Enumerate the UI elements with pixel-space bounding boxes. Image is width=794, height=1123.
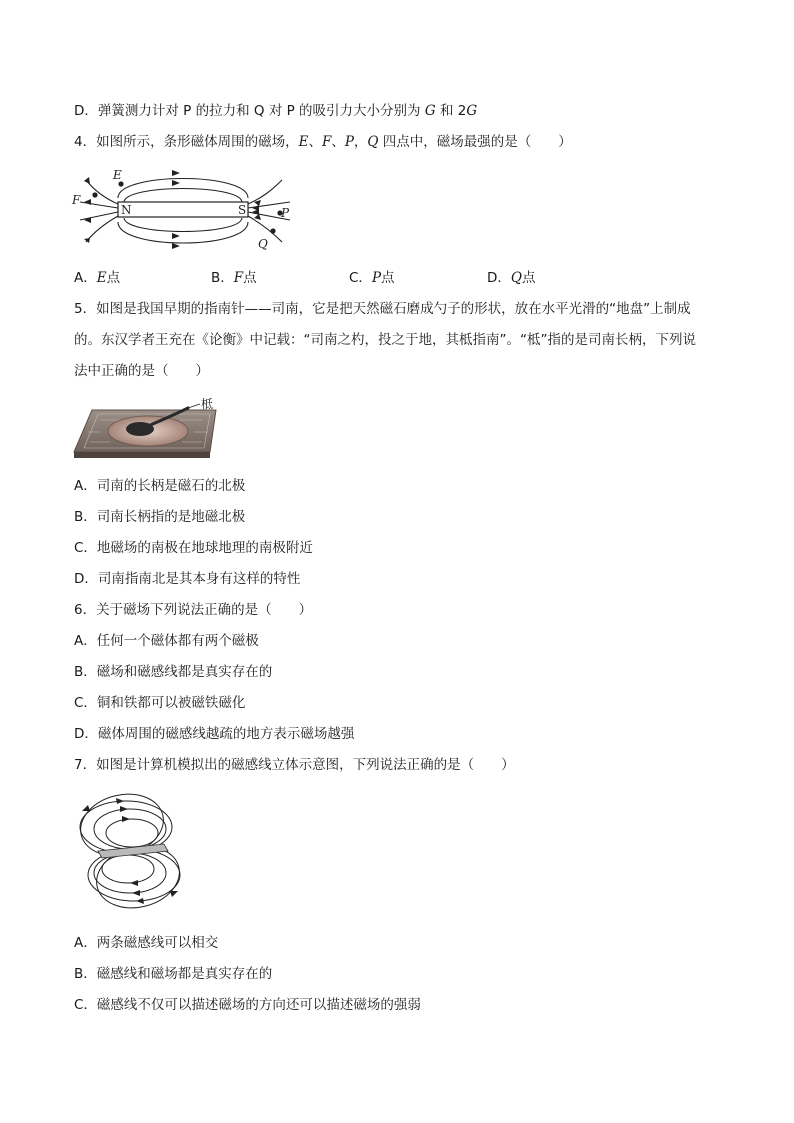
q6-option-a: A．任何一个磁体都有两个磁极 — [74, 633, 259, 649]
point-e-label: E — [113, 168, 122, 182]
q4-option-d: D．Q点 — [487, 270, 536, 286]
point-p-label: P — [281, 206, 290, 220]
q7-option-a: A．两条磁感线可以相交 — [74, 935, 219, 951]
pole-s-label: S — [238, 203, 247, 217]
q5-stem-line-3: 法中正确的是（ ） — [74, 363, 209, 379]
magnet-rod — [98, 844, 168, 858]
q5-option-c: C．地磁场的南极在地球地理的南极附近 — [74, 540, 313, 556]
sinan-compass-figure — [70, 392, 220, 462]
q5-option-a: A．司南的长柄是磁石的北极 — [74, 478, 246, 494]
q7-option-c: C．磁感线不仅可以描述磁场的方向还可以描述磁场的强弱 — [74, 997, 421, 1013]
di-label: 柢 — [201, 397, 214, 411]
point-q-label: Q — [258, 237, 268, 251]
q5-stem-line-1: 5．如图是我国早期的指南针——司南，它是把天然磁石磨成勺子的形状，放在水平光滑的“地盘”上制成 — [74, 301, 691, 317]
q5-stem-line-2: 的。东汉学者王充在《论衡》中记载：“司南之杓，投之于地，其柢指南”。“柢”指的是司南长柄，下列说 — [74, 332, 696, 348]
q4-option-a: A．E点 — [74, 270, 121, 286]
q6-stem: 6．关于磁场下列说法正确的是（ ） — [74, 602, 313, 618]
q4-stem: 4．如图所示，条形磁体周围的磁场，E、F、P，Q 四点中，磁场最强的是（ ） — [74, 134, 572, 150]
q4-option-b: B．F点 — [211, 270, 257, 286]
pole-n-label: N — [121, 203, 132, 217]
q6-option-c: C．铜和铁都可以被磁铁磁化 — [74, 695, 246, 711]
q6-option-b: B．磁场和磁感线都是真实存在的 — [74, 664, 273, 680]
q7-stem: 7．如图是计算机模拟出的磁感线立体示意图，下列说法正确的是（ ） — [74, 757, 515, 773]
field-lines-3d-figure — [70, 787, 190, 917]
q5-option-b: B．司南长柄指的是地磁北极 — [74, 509, 246, 525]
q5-option-d: D．司南指南北是其本身有这样的特性 — [74, 571, 301, 587]
q6-option-d: D．磁体周围的磁感线越疏的地方表示磁场越强 — [74, 726, 355, 742]
point-f-label: F — [72, 193, 81, 207]
q4-option-c: C．P点 — [349, 270, 395, 286]
q3-option-d: D．弹簧测力计对 P 的拉力和 Q 对 P 的吸引力大小分别为 G 和 2G — [74, 103, 478, 119]
bar-magnet — [118, 202, 248, 217]
bar-magnet-field-figure — [68, 164, 308, 256]
q7-option-b: B．磁感线和磁场都是真实存在的 — [74, 966, 273, 982]
